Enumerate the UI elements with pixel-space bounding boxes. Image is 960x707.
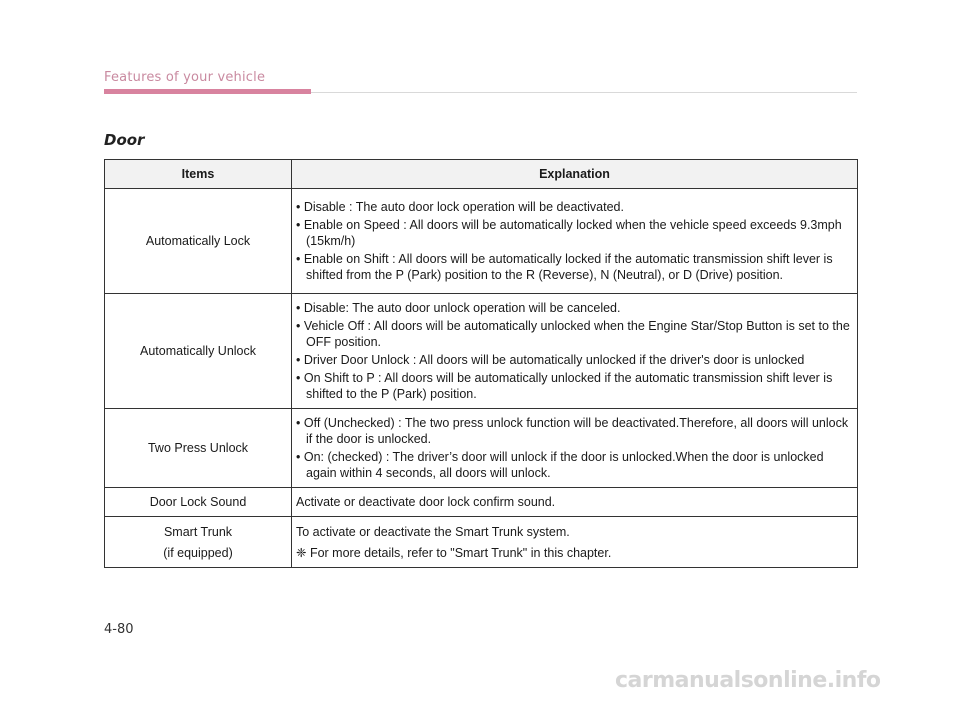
item-cell: Automatically Unlock: [105, 294, 292, 409]
explanation-cell: [292, 409, 858, 488]
explanation-bullet: • Enable on Shift : All doors will be automatically locked if the automatic transmission shift lever is shifted from the P (Park) position to the R (Reverse), N (Neutral), or D (Drive) position.: [296, 252, 833, 282]
item-cell: Automatically Lock: [105, 189, 292, 294]
table-row: [105, 409, 858, 488]
table-row: [105, 517, 858, 568]
table-header-row: [105, 160, 858, 189]
explanation-line: To activate or deactivate the Smart Trunk system.: [296, 524, 570, 539]
section-title: Door: [104, 131, 145, 149]
explanation-bullet: • On: (checked) : The driver’s door will unlock if the door is unlocked.When the door is unlocked again within 4 seconds, all doors will unlock.: [296, 450, 824, 480]
explanation-bullet: • Disable : The auto door lock operation will be deactivated.: [296, 200, 624, 214]
item-line: Smart Trunk: [163, 524, 233, 539]
explanation-cell: Activate or deactivate door lock confirm sound.: [292, 488, 858, 517]
column-header-explanation: Explanation: [292, 160, 858, 189]
watermark-text: carmanualsonline.info: [615, 668, 881, 693]
explanation-cell: [292, 517, 858, 568]
explanation-bullet: • Off (Unchecked) : The two press unlock function will be deactivated.Therefore, all doors will unlock if the door is unlocked.: [296, 416, 849, 446]
explanation-bullet: • Enable on Speed : All doors will be automatically locked when the vehicle speed exceeds 9.3mph (15km/h): [296, 218, 842, 248]
explanation-bullet: • Vehicle Off : All doors will be automatically unlocked when the Engine Star/Stop Button is set to the OFF position.: [296, 319, 850, 349]
column-header-items: Items: [105, 160, 292, 189]
item-cell: Two Press Unlock: [105, 409, 292, 488]
table-row: [105, 294, 858, 409]
header-divider-line: [311, 92, 857, 93]
explanation-bullet: • Driver Door Unlock : All doors will be automatically unlocked if the driver's door is unlocked: [296, 353, 805, 367]
table-row: [105, 189, 858, 294]
explanation-cell: [292, 294, 858, 409]
door-settings-table: [104, 159, 858, 568]
table-row: [105, 488, 858, 517]
item-cell: [105, 517, 292, 568]
item-line: (if equipped): [163, 545, 233, 560]
header-accent-bar: [104, 89, 311, 94]
explanation-line: ❈ For more details, refer to "Smart Trunk" in this chapter.: [296, 545, 612, 560]
page-number: 4-80: [104, 622, 134, 637]
explanation-cell: [292, 189, 858, 294]
running-header-title: Features of your vehicle: [104, 70, 266, 85]
item-cell: Door Lock Sound: [105, 488, 292, 517]
explanation-bullet: • On Shift to P : All doors will be automatically unlocked if the automatic transmission shift lever is shifted to the P (Park) position.: [296, 371, 833, 401]
explanation-bullet: • Disable: The auto door unlock operation will be canceled.: [296, 301, 621, 315]
